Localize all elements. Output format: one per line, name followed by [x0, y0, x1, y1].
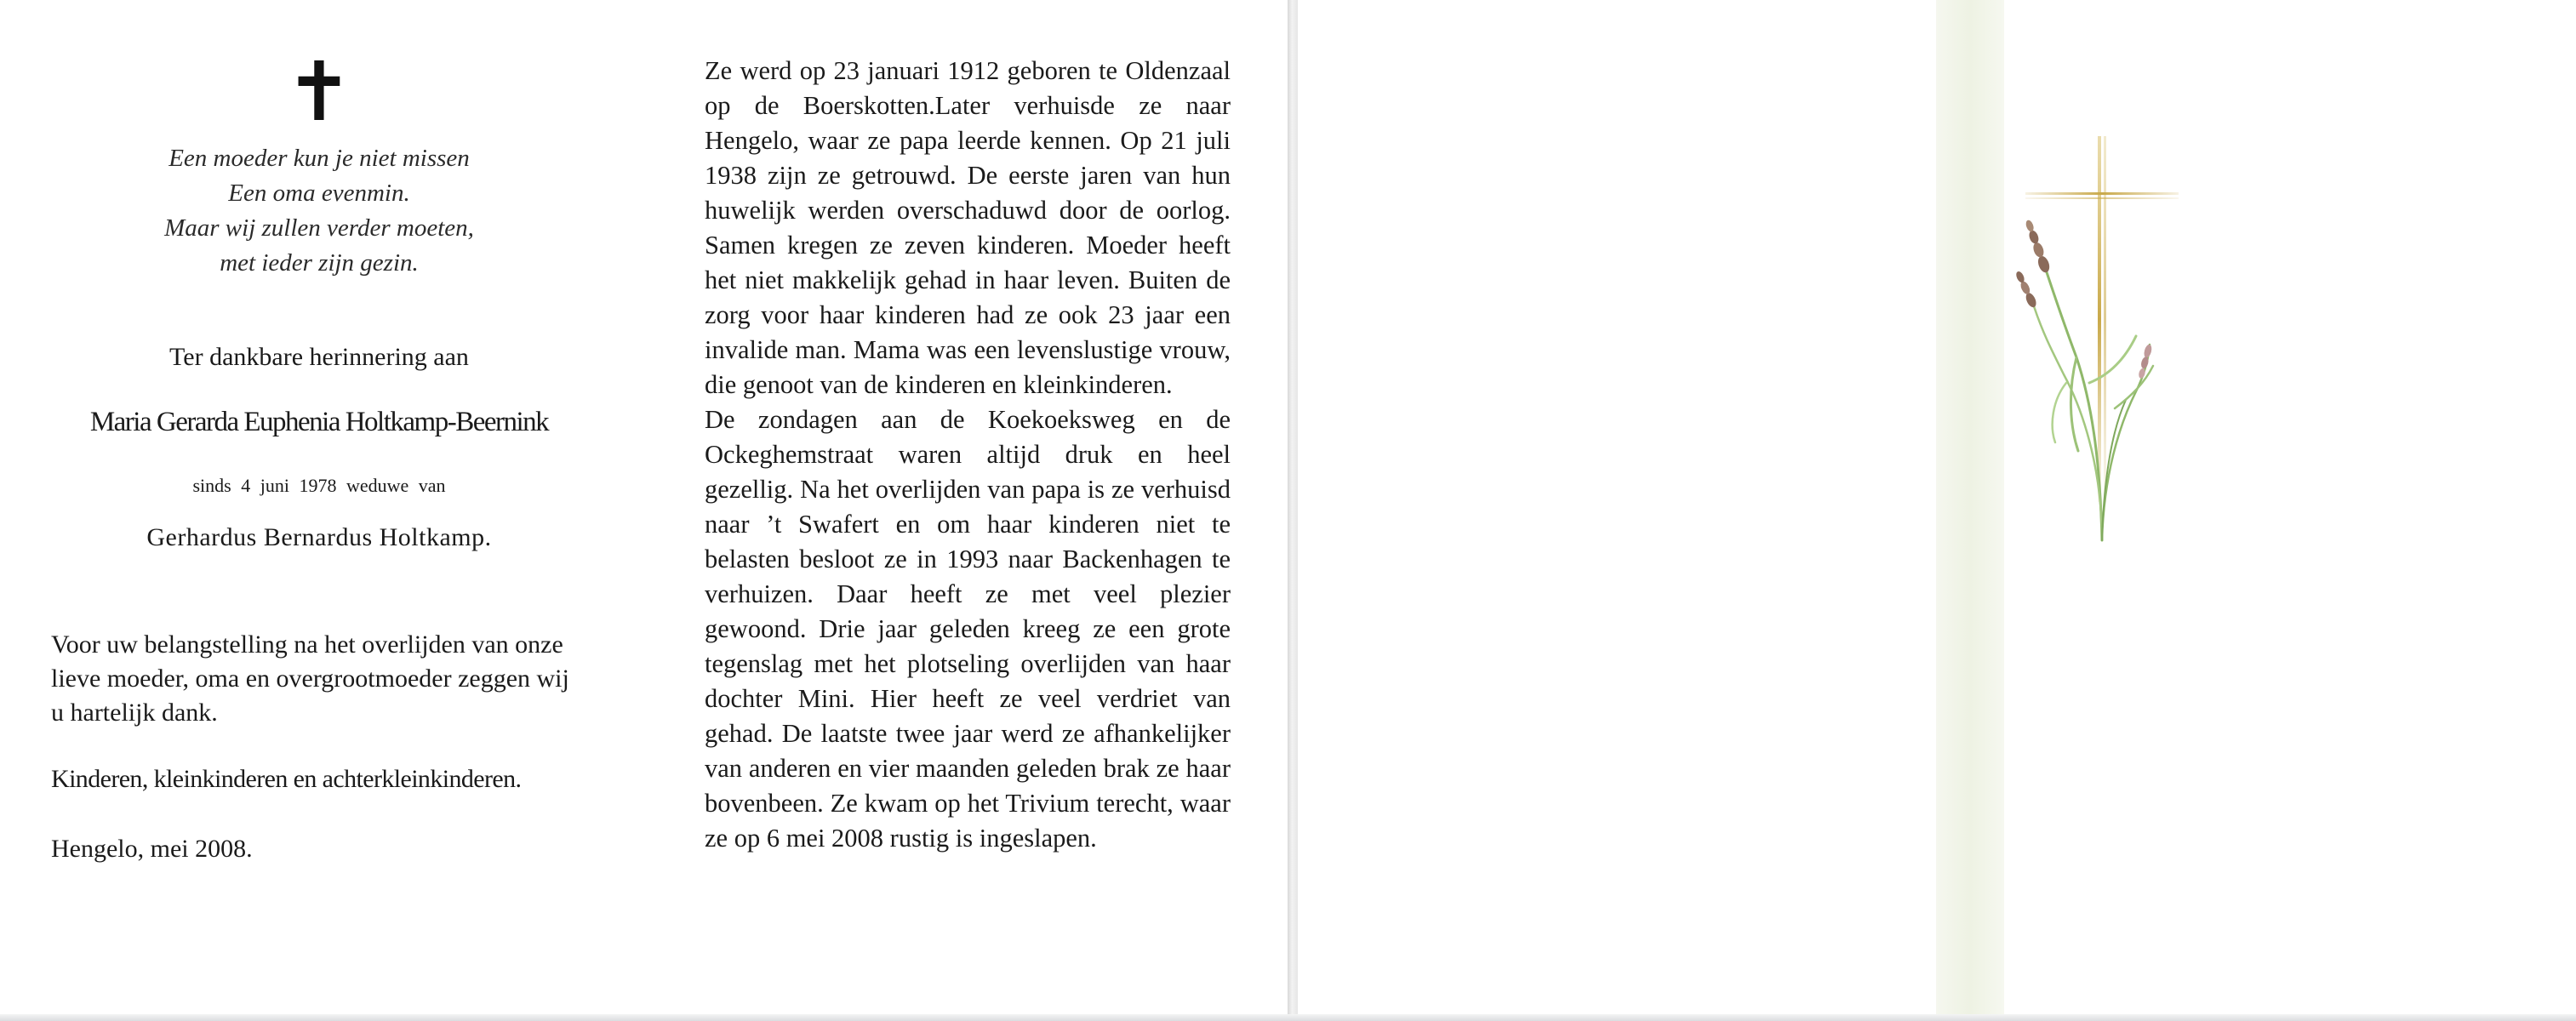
- widow-note: sinds 4 juni 1978 weduwe van: [192, 475, 446, 496]
- place-date: Hengelo, mei 2008.: [51, 835, 253, 863]
- thanks-message: Voor uw belangstelling na het overlijden van onze lieve moeder, oma en overgrootmoeder zeggen wij u hartelijk dank.: [51, 630, 569, 727]
- poem-line: Maar wij zullen verder moeten,: [164, 214, 474, 242]
- poem-line: met ieder zijn gezin.: [220, 249, 419, 277]
- scan-bottom-edge: [0, 1014, 2576, 1021]
- wheat-stems: [2034, 272, 2153, 540]
- wheat-heads: [2013, 219, 2152, 379]
- dedication-column: [51, 44, 587, 866]
- biography-column: [705, 54, 1231, 856]
- family-signature: Kinderen, kleinkinderen en achterkleinkinderen.: [51, 765, 522, 793]
- husband-name: Gerhardus Bernardus Holtkamp.: [146, 523, 492, 551]
- poem: [51, 141, 587, 281]
- poem-line: Een moeder kun je niet missen: [168, 145, 470, 172]
- cross-with-wheat-icon: [1974, 102, 2204, 553]
- biography-paragraph: De zondagen aan de Koekoeksweg en de Ockeghemstraat waren altijd druk en heel gezellig. Na het overlijden van papa is ze verhuisd naar ’t Swafert en om haar kinderen niet te belasten besloot ze in 1993 naar Backenhagen te verhuizen. Daar heeft ze met veel plezier gewoond. Drie jaar geleden kreeg ze een grote tegenslag met het plotseling overlijden van haar dochter Mini. Hier heeft ze veel verdriet van gehad. De laatste twee jaar werd ze afhankelijker van anderen en vier maanden geleden brak ze haar bovenbeen. Ze kwam op het Trivium terecht, waar ze op 6 mei 2008 rustig is ingeslapen.: [705, 405, 1231, 853]
- card-fold: [1288, 0, 1298, 1021]
- deceased-name: Maria Gerarda Euphenia Holtkamp-Beernink: [89, 407, 549, 437]
- golden-cross: [2025, 136, 2179, 502]
- cross-icon: ✝: [284, 44, 354, 140]
- poem-line: Een oma evenmin.: [228, 180, 410, 207]
- remembrance-heading: Ter dankbare herinnering aan: [169, 343, 469, 371]
- biography-paragraph: Ze werd op 23 januari 1912 geboren te Oldenzaal op de Boerskotten.Later verhuisde ze naar Hengelo, waar ze papa leerde kennen. Op 21 juli 1938 zijn ze getrouwd. De eerste jaren van hun huwelijk werden overschaduwd door de oorlog. Samen kregen ze zeven kinderen. Moeder heeft het niet makkelijk gehad in haar leven. Buiten de zorg voor haar kinderen had ze ook 23 jaar een invalide man. Mama was een levenslustige vrouw, die genoot van de kinderen en kleinkinderen.: [705, 56, 1231, 399]
